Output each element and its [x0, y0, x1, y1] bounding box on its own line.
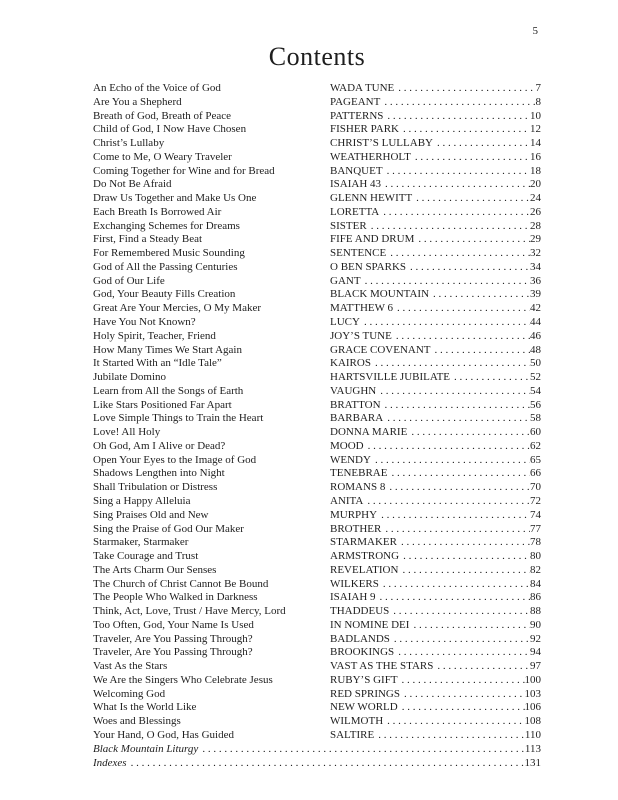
tune-entry	[330, 261, 541, 275]
dot-leader	[399, 123, 530, 137]
dot-leader	[409, 619, 530, 633]
tune-name: MURPHY	[330, 508, 378, 521]
page-ref: 29	[530, 233, 541, 246]
tune-entry	[330, 619, 541, 633]
section-title: Black Mountain Liturgy	[93, 742, 199, 755]
toc-row	[93, 757, 541, 771]
dot-leader	[367, 220, 530, 234]
dot-leader	[393, 302, 530, 316]
tune-entry	[330, 660, 541, 674]
page-ref: 26	[530, 205, 541, 218]
tune-entry	[330, 192, 541, 206]
song-title: Too Often, God, Your Name Is Used	[93, 618, 254, 631]
page-ref: 32	[530, 247, 541, 260]
toc-row	[93, 357, 541, 371]
toc-row	[93, 233, 541, 247]
toc-row	[93, 509, 541, 523]
tune-entry	[330, 550, 541, 564]
toc-row	[93, 82, 541, 96]
tune-name: LUCY	[330, 316, 360, 329]
page-ref: 18	[530, 164, 541, 177]
song-title: Draw Us Together and Make Us One	[93, 192, 257, 205]
song-title: Love! All Holy	[93, 426, 161, 439]
page-ref: 108	[524, 715, 541, 728]
toc-row	[93, 110, 541, 124]
tune-name: O BEN SPARKS	[330, 260, 407, 273]
song-title: Welcoming God	[93, 687, 166, 700]
dot-leader	[371, 454, 530, 468]
dot-leader	[376, 591, 530, 605]
dot-leader	[198, 743, 525, 757]
page-ref: 56	[530, 398, 541, 411]
song-title: Holy Spirit, Teacher, Friend	[93, 329, 216, 342]
tune-entry	[330, 729, 541, 743]
tune-name: ROMANS 8	[330, 481, 386, 494]
tune-entry	[330, 536, 541, 550]
tune-name: STARMAKER	[330, 536, 397, 549]
toc-row	[93, 330, 541, 344]
page-ref: 94	[530, 646, 541, 659]
toc-row	[93, 261, 541, 275]
page-ref: 92	[530, 632, 541, 645]
tune-entry	[330, 344, 541, 358]
toc-row	[93, 536, 541, 550]
song-title: Traveler, Are You Passing Through?	[93, 646, 253, 659]
tune-entry	[330, 715, 541, 729]
song-title: We Are the Singers Who Celebrate Jesus	[93, 673, 273, 686]
toc-row	[93, 605, 541, 619]
tune-entry	[330, 426, 541, 440]
page-ref: 103	[524, 687, 541, 700]
tune-entry	[330, 178, 541, 192]
toc-row	[93, 646, 541, 660]
song-title: Sing Praises Old and New	[93, 508, 209, 521]
dot-leader	[429, 288, 530, 302]
page-ref: 54	[530, 384, 541, 397]
tune-name: CHRIST’S LULLABY	[330, 137, 433, 150]
song-title: Shall Tribulation or Distress	[93, 481, 218, 494]
toc-list	[93, 82, 541, 770]
tune-entry	[330, 288, 541, 302]
toc-row	[93, 137, 541, 151]
tune-entry	[330, 578, 541, 592]
toc-row	[93, 399, 541, 413]
tune-name: ISAIAH 9	[330, 591, 376, 604]
tune-name: BANQUET	[330, 164, 383, 177]
toc-row	[93, 729, 541, 743]
toc-row	[93, 316, 541, 330]
tune-entry	[330, 206, 541, 220]
song-title: First, Find a Steady Beat	[93, 233, 203, 246]
song-title: Learn from All the Songs of Earth	[93, 384, 244, 397]
song-title: Christ’s Lullaby	[93, 137, 165, 150]
tune-name: WILKERS	[330, 577, 379, 590]
dot-leader	[431, 344, 530, 358]
toc-row	[93, 178, 541, 192]
toc-row	[93, 275, 541, 289]
page-ref: 82	[530, 563, 541, 576]
toc-row	[93, 495, 541, 509]
tune-name: WENDY	[330, 453, 371, 466]
song-title: Your Hand, O God, Has Guided	[93, 728, 234, 741]
toc-row	[93, 206, 541, 220]
tune-name: ISAIAH 43	[330, 178, 382, 191]
tune-entry	[330, 316, 541, 330]
song-title: Shadows Lengthen into Night	[93, 467, 225, 480]
tune-name: WADA TUNE	[330, 82, 395, 94]
toc-row	[93, 481, 541, 495]
dot-leader	[411, 151, 530, 165]
toc-row	[93, 564, 541, 578]
page-ref: 113	[524, 742, 541, 755]
page-ref: 7	[535, 82, 541, 94]
tune-entry	[330, 96, 541, 110]
page-ref: 24	[530, 192, 541, 205]
song-title: Love Simple Things to Train the Heart	[93, 412, 264, 425]
dot-leader	[383, 412, 530, 426]
dot-leader	[379, 578, 530, 592]
toc-row	[93, 660, 541, 674]
toc-row	[93, 151, 541, 165]
song-title: Woes and Blessings	[93, 715, 181, 728]
toc-row	[93, 96, 541, 110]
dot-leader	[377, 509, 530, 523]
tune-entry	[330, 481, 541, 495]
song-title: For Remembered Music Sounding	[93, 247, 245, 260]
dot-leader	[400, 688, 525, 702]
page-ref: 28	[530, 219, 541, 232]
page-ref: 74	[530, 508, 541, 521]
dot-leader	[394, 646, 530, 660]
tune-name: REVELATION	[330, 563, 399, 576]
page-ref: 72	[530, 494, 541, 507]
song-title: Starmaker, Starmaker	[93, 536, 189, 549]
dot-leader	[390, 633, 530, 647]
song-title: Sing the Praise of God Our Maker	[93, 522, 244, 535]
tune-name: BLACK MOUNTAIN	[330, 288, 430, 301]
toc-row	[93, 412, 541, 426]
page-ref: 12	[530, 123, 541, 136]
dot-leader	[433, 660, 530, 674]
tune-name: MATTHEW 6	[330, 302, 394, 315]
page-ref: 44	[530, 316, 541, 329]
tune-entry	[330, 123, 541, 137]
tune-entry	[330, 701, 541, 715]
tune-name: PAGEANT	[330, 95, 381, 108]
song-title: Great Are Your Mercies, O My Maker	[93, 302, 262, 315]
tune-entry	[330, 440, 541, 454]
tune-name: NEW WORLD	[330, 701, 398, 714]
dot-leader	[127, 757, 525, 771]
page-ref: 88	[530, 605, 541, 618]
toc-row	[93, 550, 541, 564]
page-ref: 86	[530, 591, 541, 604]
tune-entry	[330, 247, 541, 261]
song-title: Traveler, Are You Passing Through?	[93, 632, 253, 645]
toc-row	[93, 701, 541, 715]
dot-leader	[383, 165, 530, 179]
tune-name: WEATHERHOLT	[330, 150, 411, 163]
tune-entry	[330, 646, 541, 660]
dot-leader	[389, 605, 530, 619]
page-ref: 58	[530, 412, 541, 425]
tune-entry	[330, 412, 541, 426]
tune-entry	[330, 674, 541, 688]
tune-entry	[330, 110, 541, 124]
dot-leader	[406, 261, 530, 275]
song-title: Exchanging Schemes for Dreams	[93, 219, 240, 232]
page-ref: 14	[530, 137, 541, 150]
song-title: Vast As the Stars	[93, 660, 168, 673]
toc-row	[93, 371, 541, 385]
toc-row	[93, 454, 541, 468]
dot-leader	[383, 110, 530, 124]
page-ref: 60	[530, 426, 541, 439]
tune-name: TENEBRAE	[330, 467, 388, 480]
tune-name: BROOKINGS	[330, 646, 395, 659]
dot-leader	[433, 137, 530, 151]
tune-name: VAST AS THE STARS	[330, 660, 434, 673]
page-ref: 16	[530, 150, 541, 163]
dot-leader	[381, 178, 530, 192]
song-title: How Many Times We Start Again	[93, 343, 242, 356]
song-title: Each Breath Is Borrowed Air	[93, 205, 222, 218]
tune-entry	[330, 165, 541, 179]
tune-entry	[330, 151, 541, 165]
page-ref: 70	[530, 481, 541, 494]
dot-leader	[383, 715, 524, 729]
song-title: Think, Act, Love, Trust / Have Mercy, Lord	[93, 605, 286, 618]
tune-entry	[330, 454, 541, 468]
tune-name: GANT	[330, 274, 361, 287]
tune-name: BRATTON	[330, 398, 381, 411]
tune-entry	[330, 688, 541, 702]
page-ref: 65	[530, 453, 541, 466]
song-title: Coming Together for Wine and for Bread	[93, 164, 275, 177]
dot-leader	[385, 481, 530, 495]
song-title: Are You a Shepherd	[93, 95, 182, 108]
song-title: Have You Not Known?	[93, 316, 196, 329]
toc-row	[93, 674, 541, 688]
toc-row	[93, 247, 541, 261]
dot-leader	[361, 275, 530, 289]
tune-name: THADDEUS	[330, 605, 390, 618]
song-title: Take Courage and Trust	[93, 550, 199, 563]
page-ref: 62	[530, 439, 541, 452]
dot-leader	[397, 536, 530, 550]
toc-row	[93, 192, 541, 206]
toc-row	[93, 220, 541, 234]
dot-leader	[398, 674, 525, 688]
toc-row	[93, 426, 541, 440]
tune-name: BROTHER	[330, 522, 382, 535]
section-title: Indexes	[93, 756, 127, 769]
song-title: Open Your Eyes to the Image of God	[93, 453, 257, 466]
page-ref: 97	[530, 660, 541, 673]
page-ref: 78	[530, 536, 541, 549]
tune-name: GLENN HEWITT	[330, 192, 413, 205]
tune-name: SALTIRE	[330, 728, 375, 741]
dot-leader	[398, 701, 525, 715]
song-title: Sing a Happy Alleluia	[93, 494, 191, 507]
tune-name: LORETTA	[330, 205, 380, 218]
dot-leader	[394, 82, 535, 96]
song-title: Like Stars Positioned Far Apart	[93, 398, 232, 411]
tune-name: JOY’S TUNE	[330, 329, 392, 342]
toc-row	[93, 467, 541, 481]
tune-name: FIFE AND DRUM	[330, 233, 415, 246]
dot-leader	[380, 96, 535, 110]
tune-name: GRACE COVENANT	[330, 343, 431, 356]
tune-entry	[330, 509, 541, 523]
tune-entry	[330, 233, 541, 247]
dot-leader	[399, 550, 530, 564]
page-ref: 46	[530, 329, 541, 342]
tune-entry	[330, 633, 541, 647]
toc-row	[93, 578, 541, 592]
toc-row	[93, 523, 541, 537]
folio-page-number: 5	[532, 25, 538, 37]
page-ref: 34	[530, 260, 541, 273]
dot-leader	[407, 426, 530, 440]
tune-name: IN NOMINE DEI	[330, 618, 410, 631]
tune-name: SENTENCE	[330, 247, 387, 260]
tune-entry	[330, 371, 541, 385]
song-title: Oh God, Am I Alive or Dead?	[93, 439, 226, 452]
toc-row	[93, 302, 541, 316]
song-title: God, Your Beauty Fills Creation	[93, 288, 236, 301]
page-ref: 90	[530, 618, 541, 631]
dot-leader	[386, 247, 530, 261]
toc-row	[93, 715, 541, 729]
song-title: The Arts Charm Our Senses	[93, 563, 217, 576]
tune-name: PATTERNS	[330, 109, 384, 122]
tune-entry	[330, 357, 541, 371]
dot-leader	[363, 495, 530, 509]
page-ref: 84	[530, 577, 541, 590]
toc-row	[93, 385, 541, 399]
toc-row	[93, 165, 541, 179]
page-ref: 10	[530, 109, 541, 122]
page-ref: 52	[530, 371, 541, 384]
page-ref: 110	[524, 728, 541, 741]
toc-row	[93, 344, 541, 358]
song-title: God of Our Life	[93, 274, 165, 287]
tune-entry	[330, 330, 541, 344]
tune-entry	[330, 467, 541, 481]
page-ref: 36	[530, 274, 541, 287]
song-title: Come to Me, O Weary Traveler	[93, 150, 232, 163]
song-title: God of All the Passing Centuries	[93, 260, 238, 273]
dot-leader	[376, 385, 530, 399]
dot-leader	[450, 371, 530, 385]
tune-name: BARBARA	[330, 412, 384, 425]
dot-leader	[379, 206, 530, 220]
tune-name: DONNA MARIE	[330, 426, 408, 439]
song-title: The People Who Walked in Darkness	[93, 591, 258, 604]
tune-entry	[330, 220, 541, 234]
page-ref: 20	[530, 178, 541, 191]
tune-name: BADLANDS	[330, 632, 390, 645]
dot-leader	[398, 564, 530, 578]
song-title: The Church of Christ Cannot Be Bound	[93, 577, 269, 590]
page-ref: 106	[524, 701, 541, 714]
dot-leader	[360, 316, 530, 330]
dot-leader	[387, 467, 530, 481]
tune-name: ANITA	[330, 494, 364, 507]
tune-entry	[330, 591, 541, 605]
tune-entry	[330, 564, 541, 578]
toc-row	[93, 619, 541, 633]
page-ref: 42	[530, 302, 541, 315]
toc-row	[93, 440, 541, 454]
tune-name: KAIROS	[330, 357, 371, 370]
tune-name: SISTER	[330, 219, 367, 232]
song-title: It Started With an “Idle Tale”	[93, 357, 222, 370]
page-ref: 77	[530, 522, 541, 535]
tune-entry	[330, 523, 541, 537]
toc-row	[93, 288, 541, 302]
toc-row	[93, 633, 541, 647]
song-title: What Is the World Like	[93, 701, 197, 714]
page-ref: 50	[530, 357, 541, 370]
page-ref: 66	[530, 467, 541, 480]
tune-entry	[330, 399, 541, 413]
song-title: Breath of God, Breath of Peace	[93, 109, 232, 122]
dot-leader	[392, 330, 530, 344]
dot-leader	[414, 233, 530, 247]
dot-leader	[381, 523, 530, 537]
page-ref: 48	[530, 343, 541, 356]
tune-name: VAUGHN	[330, 384, 377, 397]
tune-name: MOOD	[330, 439, 364, 452]
tune-entry	[330, 137, 541, 151]
page-ref: 131	[524, 756, 541, 769]
dot-leader	[364, 440, 530, 454]
tune-entry	[330, 495, 541, 509]
tune-name: HARTSVILLE JUBILATE	[330, 371, 451, 384]
page-ref: 100	[524, 673, 541, 686]
dot-leader	[381, 399, 530, 413]
toc-row	[93, 743, 541, 757]
song-title: Jubilate Domino	[93, 371, 167, 384]
page-ref: 80	[530, 550, 541, 563]
song-title: Child of God, I Now Have Chosen	[93, 123, 247, 136]
tune-name: ARMSTRONG	[330, 550, 400, 563]
dot-leader	[412, 192, 530, 206]
tune-name: FISHER PARK	[330, 123, 399, 136]
toc-row	[93, 591, 541, 605]
page-title: Contents	[268, 42, 366, 71]
dot-leader	[371, 357, 530, 371]
tune-name: RUBY’S GIFT	[330, 673, 398, 686]
toc-row	[93, 123, 541, 137]
tune-name: RED SPRINGS	[330, 687, 400, 700]
song-title: An Echo of the Voice of God	[93, 82, 221, 94]
tune-entry	[330, 385, 541, 399]
song-title: Do Not Be Afraid	[93, 178, 172, 191]
tune-entry	[330, 275, 541, 289]
tune-entry	[330, 605, 541, 619]
tune-name: WILMOTH	[330, 715, 384, 728]
page-ref: 8	[535, 95, 541, 108]
dot-leader	[374, 729, 525, 743]
tune-entry	[330, 302, 541, 316]
page-ref: 39	[530, 288, 541, 301]
toc-row	[93, 688, 541, 702]
tune-entry	[330, 82, 541, 96]
